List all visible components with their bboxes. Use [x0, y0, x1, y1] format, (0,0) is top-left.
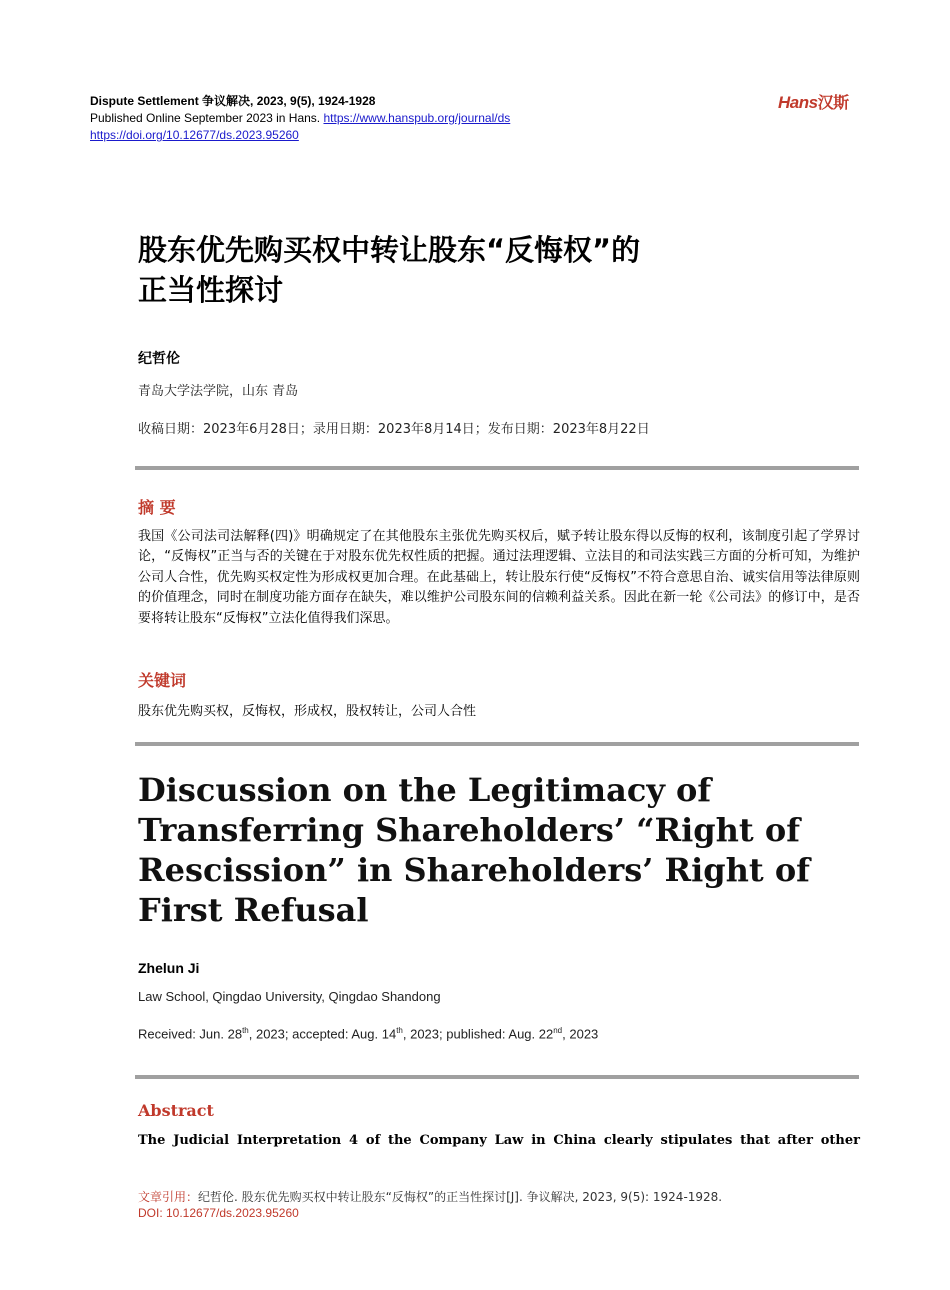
- received-date: Received: Jun. 28: [138, 1026, 243, 1042]
- divider-1: [135, 466, 859, 470]
- divider-2: [135, 742, 859, 746]
- en-abstract-text: The Judicial Interpretation 4 of the Company Law in China clearly stipulates that after other: [138, 1133, 860, 1148]
- cn-keywords: 股东优先购买权，反悔权，形成权，股权转让，公司人合性: [138, 704, 477, 719]
- accepted-date: , 2023; accepted: Aug. 14: [248, 1026, 397, 1042]
- en-author: Zhelun Ji: [138, 960, 200, 976]
- logo-cn: 汉斯: [817, 93, 849, 112]
- citation-doi: DOI: 10.12677/ds.2023.95260: [138, 1206, 299, 1220]
- accepted-sup: th: [396, 1026, 403, 1035]
- received-sup: th: [242, 1026, 249, 1035]
- citation-label: 文章引用：: [138, 1190, 199, 1204]
- cn-keywords-heading: 关键词: [138, 671, 187, 690]
- cn-title-line-2: 正当性探讨: [138, 273, 284, 307]
- hans-logo: [778, 90, 849, 113]
- cn-affiliation: 青岛大学法学院，山东 青岛: [138, 384, 299, 399]
- journal-info: Dispute Settlement 争议解决, 2023, 9(5), 1924-1928: [90, 94, 376, 108]
- divider-3: [135, 1075, 859, 1079]
- cn-author: 纪哲伦: [138, 351, 180, 367]
- logo-latin: Hans: [778, 93, 818, 112]
- cn-abstract: 我国《公司法司法解释(四)》明确规定了在其他股东主张优先购买权后，赋予转让股东得以反悔的权利，该制度引起了学界讨论，“反悔权”正当与否的关键在于对股东优先权性质的把握。通过法理逻辑、立法目的和司法实践三方面的分析可知，为维护公司人合性，优先购买权定性为形成权更加合理。在此基础上，转让股东行使“反悔权”不符合意思自治、诚实信用等法律原则的价值理念，同时在制度功能方面存在缺失，难以维护公司股东间的信赖利益关系。因此在新一轮《公司法》的修订中，是否要将转让股东“反悔权”立法化值得我们深思。: [138, 529, 860, 626]
- publication-info: [90, 110, 510, 126]
- cn-title: [138, 230, 838, 310]
- en-dates: [138, 1026, 598, 1041]
- published-date: , 2023; published: Aug. 22: [402, 1026, 554, 1042]
- published-text: Published Online September 2023 in Hans.: [90, 111, 324, 125]
- journal-link[interactable]: https://www.hanspub.org/journal/ds: [323, 111, 511, 125]
- doi-line: [90, 127, 299, 143]
- citation-text: 纪哲伦. 股东优先购买权中转让股东“反悔权”的正当性探讨[J]. 争议解决, 2023, 9(5): 1924-1928.: [198, 1190, 723, 1204]
- year-suffix: , 2023: [562, 1026, 599, 1042]
- en-abstract-heading: Abstract: [138, 1101, 214, 1120]
- cn-dates: 收稿日期：2023年6月28日；录用日期：2023年8月14日；发布日期：2023年8月22日: [138, 422, 650, 437]
- en-title: Discussion on the Legitimacy of Transferring Shareholders’ “Right of Rescission” in Shareholders’ Right of First Refusal: [138, 771, 810, 929]
- doi-link[interactable]: https://doi.org/10.12677/ds.2023.95260: [90, 128, 299, 142]
- cn-abstract-heading: 摘 要: [138, 498, 176, 517]
- cn-title-line-1: 股东优先购买权中转让股东“反悔权”的: [138, 233, 641, 267]
- en-affiliation: Law School, Qingdao University, Qingdao Shandong: [138, 989, 441, 1004]
- published-sup: nd: [553, 1026, 563, 1035]
- citation: [138, 1188, 722, 1205]
